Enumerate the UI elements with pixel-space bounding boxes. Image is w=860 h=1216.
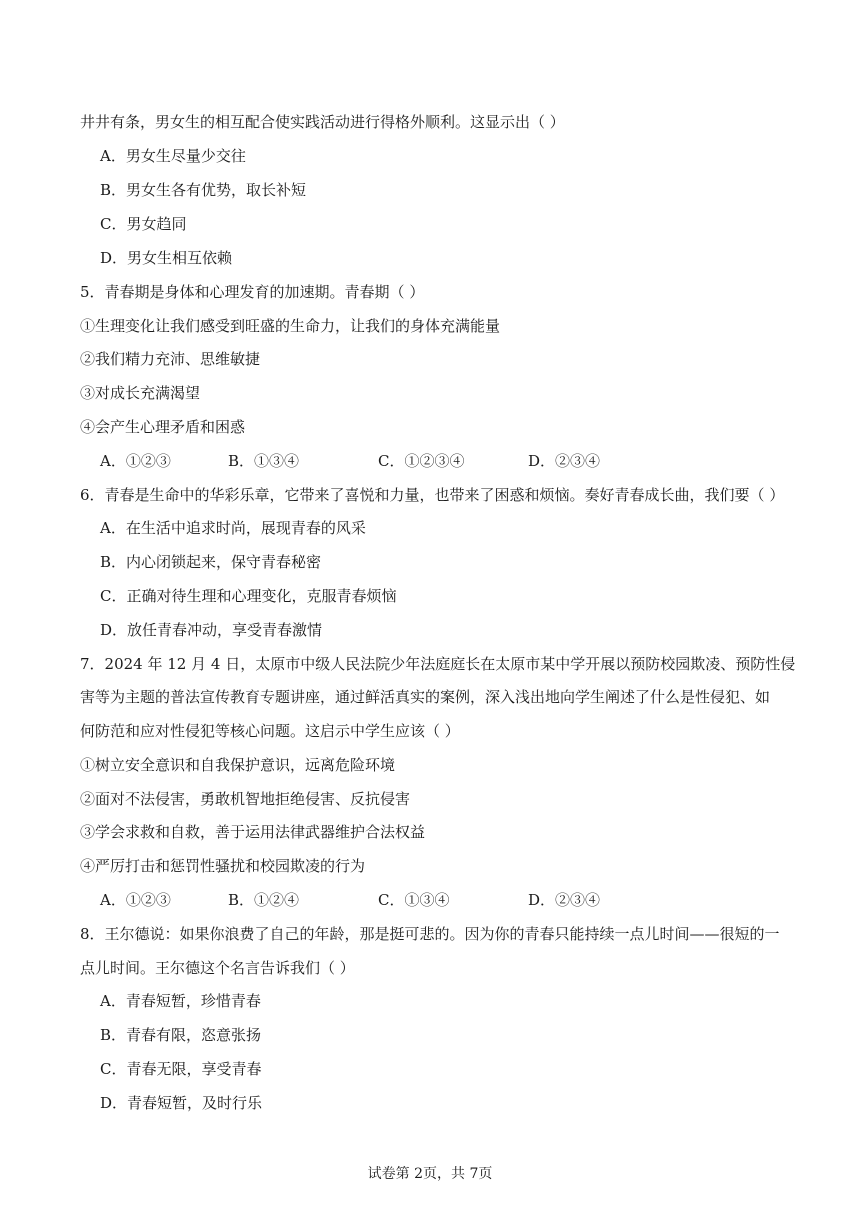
- q4-option-d: D．男女生相互依赖: [100, 249, 233, 267]
- q7-stem-line-1: 7．2024 年 12 月 4 日，太原市中级人民法院少年法庭庭长在太原市某中学开展以预防校园欺凌、预防性侵: [80, 655, 796, 673]
- q8-option-b: B．青春有限，恣意张扬: [100, 1026, 262, 1044]
- q5-option-b: B．①③④: [228, 452, 300, 470]
- q4-option-b: B．男女生各有优势，取长补短: [100, 181, 307, 199]
- q5-stem: 5．青春期是身体和心理发育的加速期。青春期（ ）: [80, 283, 425, 301]
- q5-item-2: ②我们精力充沛、思维敏捷: [80, 350, 261, 368]
- q7-option-d: D．②③④: [528, 891, 601, 909]
- q8-stem-line-1: 8．王尔德说：如果你浪费了自己的年龄，那是挺可悲的。因为你的青春只能持续一点儿时间——很短的一: [80, 925, 780, 943]
- q7-stem-line-3: 何防范和应对性侵犯等核心问题。这启示中学生应该（ ）: [80, 722, 460, 740]
- q8-option-c: C．青春无限，享受青春: [100, 1060, 262, 1078]
- q8-stem-line-2: 点儿时间。王尔德这个名言告诉我们（ ）: [80, 959, 355, 977]
- page-footer: 试卷第 2页，共 7页: [367, 1166, 493, 1182]
- q6-option-d: D．放任青春冲动，享受青春激情: [100, 621, 323, 639]
- q7-item-2: ②面对不法侵害，勇敢机智地拒绝侵害、反抗侵害: [80, 790, 411, 808]
- q5-option-d: D．②③④: [528, 452, 601, 470]
- q6-stem: 6．青春是生命中的华彩乐章，它带来了喜悦和力量，也带来了困惑和烦恼。奏好青春成长曲，我们要（ ）: [80, 486, 785, 504]
- q8-option-d: D．青春短暂，及时行乐: [100, 1094, 263, 1112]
- q5-option-a: A．①②③: [100, 452, 171, 470]
- q5-item-3: ③对成长充满渴望: [80, 384, 201, 402]
- q7-item-3: ③学会求救和自救，善于运用法律武器维护合法权益: [80, 823, 426, 841]
- q7-stem-line-2: 害等为主题的普法宣传教育专题讲座，通过鲜活真实的案例，深入浅出地向学生阐述了什么是性侵犯、如: [80, 688, 771, 706]
- q7-option-a: A．①②③: [100, 891, 171, 909]
- q6-option-c: C．正确对待生理和心理变化，克服青春烦恼: [100, 587, 397, 605]
- q6-option-b: B．内心闭锁起来，保守青春秘密: [100, 553, 322, 571]
- q5-option-c: C．①②③④: [378, 452, 465, 470]
- q4-stem: 井井有条，男女生的相互配合使实践活动进行得格外顺利。这显示出（ ）: [80, 113, 565, 131]
- q5-item-1: ①生理变化让我们感受到旺盛的生命力，让我们的身体充满能量: [80, 317, 501, 335]
- q4-option-c: C．男女趋同: [100, 215, 187, 233]
- q7-item-4: ④严厉打击和惩罚性骚扰和校园欺凌的行为: [80, 857, 366, 875]
- q7-option-c: C．①③④: [378, 891, 450, 909]
- q5-item-4: ④会产生心理矛盾和困惑: [80, 418, 246, 436]
- q4-option-a: A．男女生尽量少交往: [100, 147, 246, 165]
- q7-item-1: ①树立安全意识和自我保护意识，远离危险环境: [80, 756, 396, 774]
- q6-option-a: A．在生活中追求时尚，展现青春的风采: [100, 519, 366, 537]
- q8-option-a: A．青春短暂，珍惜青春: [100, 992, 261, 1010]
- q7-option-b: B．①②④: [228, 891, 300, 909]
